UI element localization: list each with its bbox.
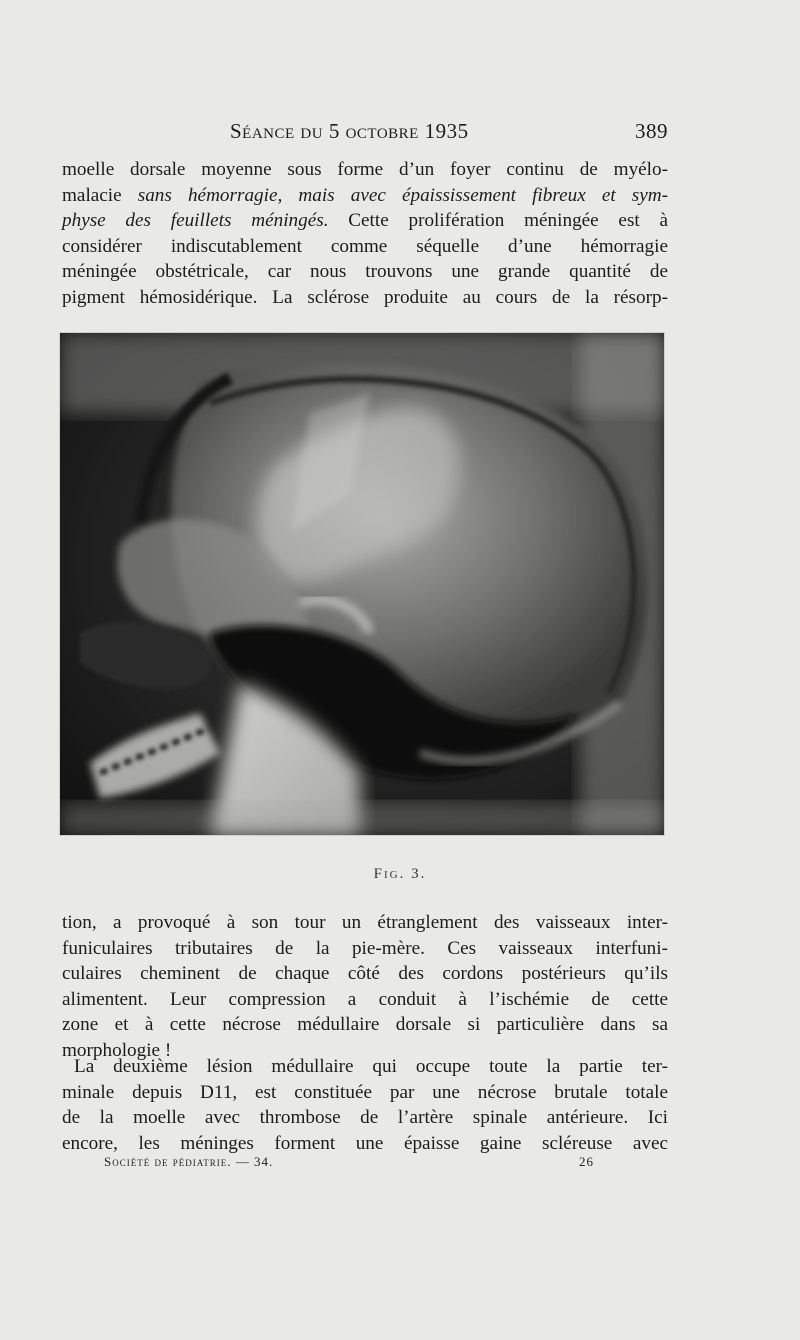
text-line	[62, 157, 668, 183]
paragraph-2	[62, 910, 668, 1064]
text-line: de la moelle avec thrombose de l’artère spinale antérieure. Ici	[62, 1107, 668, 1129]
text-line: encore, les méninges forment une épaisse gaine scléreuse avec	[62, 1132, 668, 1154]
text-run: malacie	[62, 184, 138, 206]
text-run: pigment hémosidérique. La sclérose produite au cours de la résorp-	[62, 286, 668, 308]
figure-caption: Fig. 3.	[373, 866, 427, 882]
text-line	[62, 234, 668, 260]
page-number: 389	[635, 119, 668, 143]
footer-sheet-number: 26	[579, 1154, 594, 1169]
text-run: considérer indiscutablement comme séquelle d’une hémorragie	[62, 235, 668, 257]
text-line: morphologie !	[62, 1039, 172, 1061]
paragraph-3	[62, 1054, 668, 1156]
text-line	[62, 208, 668, 234]
paragraph-1	[62, 157, 668, 311]
running-head-title: Séance du 5 octobre 1935	[230, 119, 469, 143]
text-line	[62, 285, 668, 311]
text-run: Cette prolifération méningée est à	[328, 210, 669, 232]
running-head	[62, 117, 668, 147]
text-line: minale depuis D11, est constituée par une nécrose brutale totale	[62, 1081, 668, 1103]
text-line: alimentent. Leur compression a conduit à l’ischémie de cette	[62, 988, 668, 1010]
footer-signature: Société de pédiatrie. — 34.	[104, 1154, 274, 1169]
italic-text-run: physe des feuillets méningés.	[62, 210, 329, 232]
text-line	[62, 183, 668, 209]
text-line: tion, a provoqué à son tour un étranglement des vaisseaux inter-	[62, 912, 668, 933]
text-line: zone et à cette nécrose médullaire dorsale si particulière dans sa	[62, 1014, 668, 1036]
text-run: méningée obstétricale, car nous trouvons une grande quantité de	[62, 261, 668, 283]
text-line: funiculaires tributaires de la pie-mère. Ces vaisseaux interfuni-	[62, 937, 668, 959]
text-line: culaires cheminent de chaque côté des cordons postérieurs qu’ils	[62, 963, 668, 985]
text-line: La deuxième lésion médullaire qui occupe toute la partie ter-	[74, 1056, 668, 1077]
page-footer	[104, 1154, 594, 1174]
skull-radiograph-image	[60, 333, 664, 835]
italic-text-run: sans hémorragie, mais avec épaississement fibreux et sym-	[137, 184, 668, 206]
skull-radiograph-figure	[60, 333, 664, 835]
text-run: moelle dorsale moyenne sous forme d’un foyer continu de myélo-	[62, 159, 668, 180]
text-line	[62, 259, 668, 285]
